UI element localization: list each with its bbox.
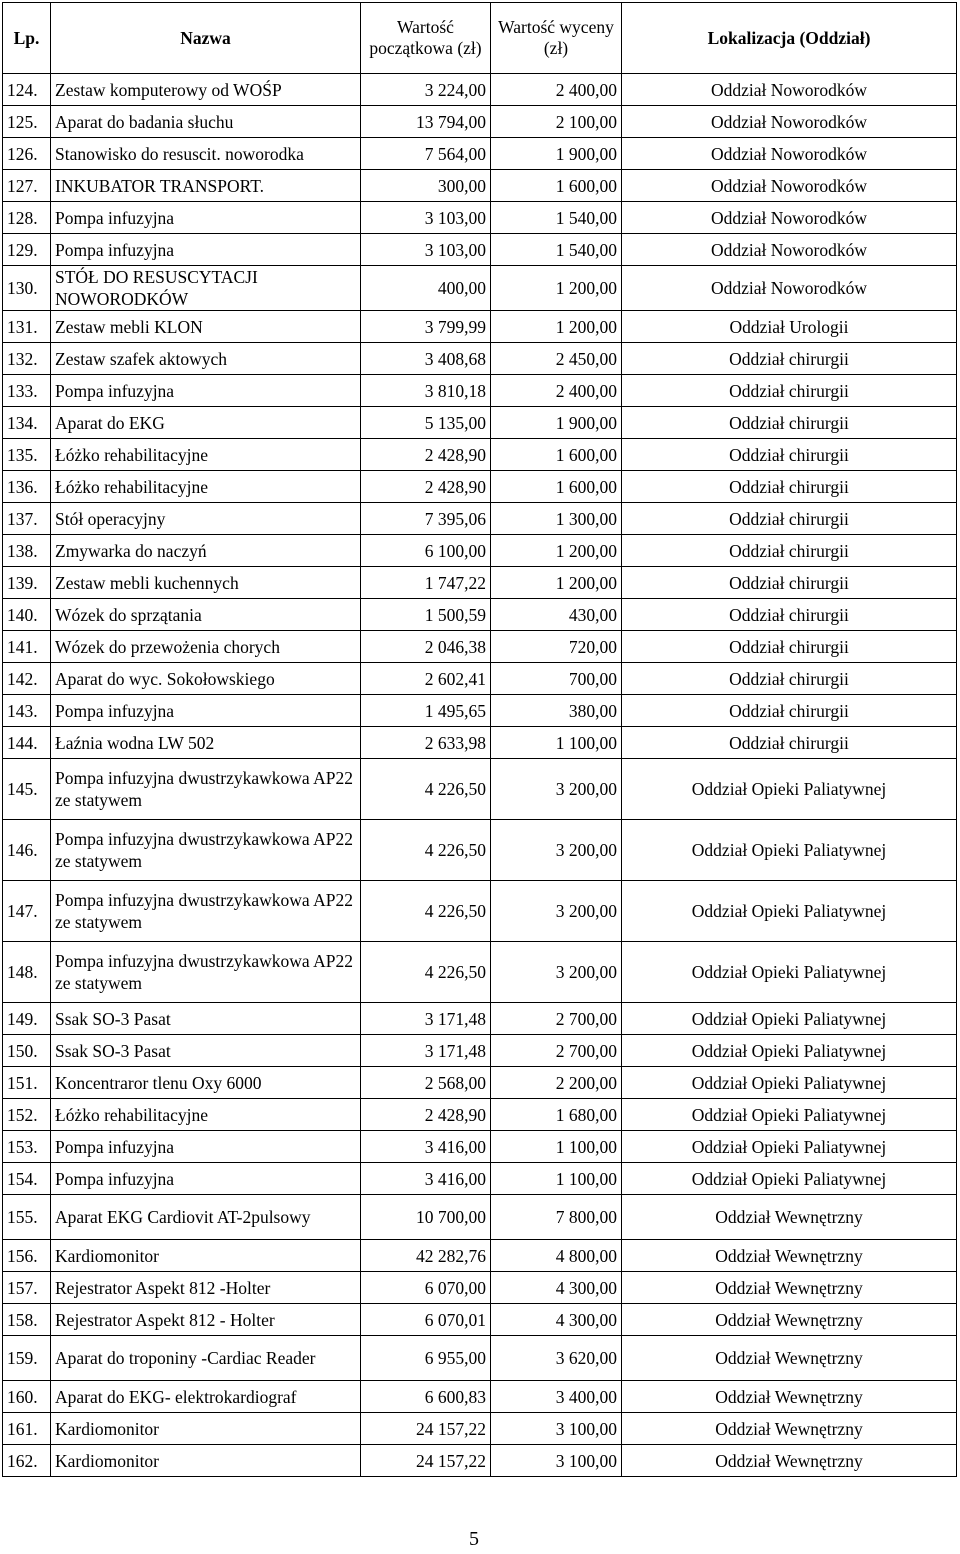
cell-name: Stanowisko do resuscit. noworodka xyxy=(51,138,361,170)
table-row xyxy=(3,1413,957,1445)
cell-location: Oddział Noworodków xyxy=(622,74,957,106)
cell-location: Oddział Wewnętrzny xyxy=(622,1413,957,1445)
cell-lp: 124. xyxy=(3,74,51,106)
cell-lp: 129. xyxy=(3,234,51,266)
header-initial-value: Wartość początkowa (zł) xyxy=(361,3,491,74)
cell-initial-value: 3 171,48 xyxy=(361,1035,491,1067)
table-row xyxy=(3,202,957,234)
cell-name: Pompa infuzyjna xyxy=(51,1131,361,1163)
cell-name: Zmywarka do naczyń xyxy=(51,535,361,567)
cell-initial-value: 2 428,90 xyxy=(361,1099,491,1131)
cell-valuation: 3 400,00 xyxy=(491,1381,622,1413)
table-row xyxy=(3,266,957,311)
cell-initial-value: 3 799,99 xyxy=(361,311,491,343)
cell-location: Oddział Opieki Paliatywnej xyxy=(622,1163,957,1195)
cell-lp: 126. xyxy=(3,138,51,170)
cell-valuation: 1 680,00 xyxy=(491,1099,622,1131)
cell-lp: 157. xyxy=(3,1272,51,1304)
cell-name: Łóżko rehabilitacyjne xyxy=(51,1099,361,1131)
cell-valuation: 4 300,00 xyxy=(491,1304,622,1336)
cell-initial-value: 3 408,68 xyxy=(361,343,491,375)
cell-valuation: 380,00 xyxy=(491,695,622,727)
cell-location: Oddział chirurgii xyxy=(622,695,957,727)
cell-lp: 160. xyxy=(3,1381,51,1413)
cell-location: Oddział Wewnętrzny xyxy=(622,1381,957,1413)
cell-valuation: 1 600,00 xyxy=(491,439,622,471)
cell-initial-value: 400,00 xyxy=(361,266,491,311)
cell-name: Łaźnia wodna LW 502 xyxy=(51,727,361,759)
cell-name: Wózek do sprzątania xyxy=(51,599,361,631)
table-row xyxy=(3,881,957,942)
cell-valuation: 2 700,00 xyxy=(491,1003,622,1035)
cell-lp: 136. xyxy=(3,471,51,503)
cell-valuation: 1 600,00 xyxy=(491,170,622,202)
cell-lp: 138. xyxy=(3,535,51,567)
cell-lp: 142. xyxy=(3,663,51,695)
table-row xyxy=(3,375,957,407)
cell-initial-value: 2 428,90 xyxy=(361,439,491,471)
cell-name: INKUBATOR TRANSPORT. xyxy=(51,170,361,202)
cell-name: Pompa infuzyjna dwustrzykawkowa AP22 ze statywem xyxy=(51,942,361,1003)
cell-location: Oddział chirurgii xyxy=(622,471,957,503)
table-row xyxy=(3,407,957,439)
table-row xyxy=(3,311,957,343)
cell-name: Kardiomonitor xyxy=(51,1445,361,1477)
cell-lp: 143. xyxy=(3,695,51,727)
cell-valuation: 1 900,00 xyxy=(491,138,622,170)
cell-valuation: 3 200,00 xyxy=(491,759,622,820)
cell-lp: 141. xyxy=(3,631,51,663)
cell-name: Ssak SO-3 Pasat xyxy=(51,1035,361,1067)
cell-initial-value: 1 500,59 xyxy=(361,599,491,631)
cell-initial-value: 2 568,00 xyxy=(361,1067,491,1099)
cell-lp: 153. xyxy=(3,1131,51,1163)
cell-location: Oddział chirurgii xyxy=(622,599,957,631)
cell-initial-value: 1 495,65 xyxy=(361,695,491,727)
table-row xyxy=(3,567,957,599)
table-row xyxy=(3,1003,957,1035)
cell-initial-value: 5 135,00 xyxy=(361,407,491,439)
table-row xyxy=(3,234,957,266)
cell-lp: 145. xyxy=(3,759,51,820)
table-row xyxy=(3,106,957,138)
cell-location: Oddział Opieki Paliatywnej xyxy=(622,1131,957,1163)
cell-initial-value: 24 157,22 xyxy=(361,1445,491,1477)
cell-valuation: 3 620,00 xyxy=(491,1336,622,1381)
cell-name: Pompa infuzyjna xyxy=(51,234,361,266)
cell-name: Aparat EKG Cardiovit AT-2pulsowy xyxy=(51,1195,361,1240)
cell-name: Pompa infuzyjna xyxy=(51,1163,361,1195)
cell-initial-value: 3 810,18 xyxy=(361,375,491,407)
header-name: Nazwa xyxy=(51,3,361,74)
cell-initial-value: 42 282,76 xyxy=(361,1240,491,1272)
cell-initial-value: 4 226,50 xyxy=(361,942,491,1003)
cell-lp: 134. xyxy=(3,407,51,439)
cell-location: Oddział chirurgii xyxy=(622,407,957,439)
cell-valuation: 1 100,00 xyxy=(491,727,622,759)
inventory-table xyxy=(2,2,957,1477)
cell-name: Aparat do badania słuchu xyxy=(51,106,361,138)
table-row xyxy=(3,942,957,1003)
cell-valuation: 2 700,00 xyxy=(491,1035,622,1067)
table-row xyxy=(3,631,957,663)
cell-location: Oddział chirurgii xyxy=(622,375,957,407)
cell-location: Oddział Wewnętrzny xyxy=(622,1336,957,1381)
cell-name: Zestaw komputerowy od WOŚP xyxy=(51,74,361,106)
cell-valuation: 1 200,00 xyxy=(491,266,622,311)
cell-initial-value: 3 416,00 xyxy=(361,1163,491,1195)
table-row xyxy=(3,820,957,881)
cell-name: Aparat do troponiny -Cardiac Reader xyxy=(51,1336,361,1381)
table-row xyxy=(3,663,957,695)
cell-name: Zestaw mebli kuchennych xyxy=(51,567,361,599)
cell-name: Zestaw mebli KLON xyxy=(51,311,361,343)
cell-initial-value: 7 564,00 xyxy=(361,138,491,170)
cell-lp: 159. xyxy=(3,1336,51,1381)
cell-location: Oddział Opieki Paliatywnej xyxy=(622,1099,957,1131)
table-row xyxy=(3,727,957,759)
cell-initial-value: 10 700,00 xyxy=(361,1195,491,1240)
cell-name: Stół operacyjny xyxy=(51,503,361,535)
cell-initial-value: 6 070,01 xyxy=(361,1304,491,1336)
cell-name: Aparat do wyc. Sokołowskiego xyxy=(51,663,361,695)
table-row xyxy=(3,1163,957,1195)
cell-lp: 156. xyxy=(3,1240,51,1272)
table-row xyxy=(3,759,957,820)
cell-name: Pompa infuzyjna dwustrzykawkowa AP22 ze statywem xyxy=(51,881,361,942)
cell-name: Łóżko rehabilitacyjne xyxy=(51,439,361,471)
cell-name: Zestaw szafek aktowych xyxy=(51,343,361,375)
cell-initial-value: 6 600,83 xyxy=(361,1381,491,1413)
cell-location: Oddział Opieki Paliatywnej xyxy=(622,942,957,1003)
cell-lp: 155. xyxy=(3,1195,51,1240)
cell-valuation: 430,00 xyxy=(491,599,622,631)
table-row xyxy=(3,1131,957,1163)
cell-initial-value: 3 416,00 xyxy=(361,1131,491,1163)
cell-location: Oddział Urologii xyxy=(622,311,957,343)
cell-name: Ssak SO-3 Pasat xyxy=(51,1003,361,1035)
cell-lp: 158. xyxy=(3,1304,51,1336)
cell-valuation: 1 600,00 xyxy=(491,471,622,503)
cell-lp: 140. xyxy=(3,599,51,631)
cell-valuation: 4 800,00 xyxy=(491,1240,622,1272)
cell-location: Oddział Wewnętrzny xyxy=(622,1304,957,1336)
cell-initial-value: 3 103,00 xyxy=(361,234,491,266)
cell-location: Oddział Wewnętrzny xyxy=(622,1272,957,1304)
cell-location: Oddział chirurgii xyxy=(622,343,957,375)
cell-location: Oddział chirurgii xyxy=(622,439,957,471)
cell-location: Oddział Wewnętrzny xyxy=(622,1195,957,1240)
table-row xyxy=(3,138,957,170)
cell-location: Oddział Wewnętrzny xyxy=(622,1240,957,1272)
cell-valuation: 3 200,00 xyxy=(491,942,622,1003)
cell-name: Pompa infuzyjna dwustrzykawkowa AP22 ze statywem xyxy=(51,759,361,820)
cell-initial-value: 7 395,06 xyxy=(361,503,491,535)
cell-valuation: 7 800,00 xyxy=(491,1195,622,1240)
cell-valuation: 1 200,00 xyxy=(491,535,622,567)
cell-initial-value: 3 103,00 xyxy=(361,202,491,234)
cell-initial-value: 2 046,38 xyxy=(361,631,491,663)
cell-valuation: 700,00 xyxy=(491,663,622,695)
table-row xyxy=(3,1240,957,1272)
cell-initial-value: 6 955,00 xyxy=(361,1336,491,1381)
cell-location: Oddział chirurgii xyxy=(622,567,957,599)
cell-name: Pompa infuzyjna xyxy=(51,695,361,727)
cell-lp: 149. xyxy=(3,1003,51,1035)
table-body xyxy=(3,74,957,1477)
cell-name: STÓŁ DO RESUSCYTACJI NOWORODKÓW xyxy=(51,266,361,311)
cell-valuation: 2 400,00 xyxy=(491,375,622,407)
cell-location: Oddział Opieki Paliatywnej xyxy=(622,1035,957,1067)
cell-name: Wózek do przewożenia chorych xyxy=(51,631,361,663)
table-row xyxy=(3,170,957,202)
cell-lp: 137. xyxy=(3,503,51,535)
table-row xyxy=(3,1099,957,1131)
cell-location: Oddział Wewnętrzny xyxy=(622,1445,957,1477)
table-row xyxy=(3,74,957,106)
cell-valuation: 1 900,00 xyxy=(491,407,622,439)
cell-initial-value: 6 070,00 xyxy=(361,1272,491,1304)
cell-lp: 147. xyxy=(3,881,51,942)
cell-valuation: 2 450,00 xyxy=(491,343,622,375)
cell-initial-value: 2 602,41 xyxy=(361,663,491,695)
cell-location: Oddział chirurgii xyxy=(622,503,957,535)
cell-initial-value: 2 428,90 xyxy=(361,471,491,503)
cell-lp: 144. xyxy=(3,727,51,759)
cell-valuation: 3 100,00 xyxy=(491,1413,622,1445)
cell-lp: 162. xyxy=(3,1445,51,1477)
table-row xyxy=(3,1336,957,1381)
cell-location: Oddział Noworodków xyxy=(622,106,957,138)
cell-name: Łóżko rehabilitacyjne xyxy=(51,471,361,503)
cell-initial-value: 2 633,98 xyxy=(361,727,491,759)
cell-location: Oddział chirurgii xyxy=(622,631,957,663)
header-lp: Lp. xyxy=(3,3,51,74)
cell-lp: 131. xyxy=(3,311,51,343)
cell-name: Aparat do EKG xyxy=(51,407,361,439)
cell-location: Oddział Opieki Paliatywnej xyxy=(622,1003,957,1035)
cell-valuation: 3 200,00 xyxy=(491,820,622,881)
header-valuation: Wartość wyceny (zł) xyxy=(491,3,622,74)
table-row xyxy=(3,695,957,727)
cell-lp: 146. xyxy=(3,820,51,881)
cell-valuation: 1 200,00 xyxy=(491,567,622,599)
cell-lp: 132. xyxy=(3,343,51,375)
table-row xyxy=(3,1445,957,1477)
cell-valuation: 1 100,00 xyxy=(491,1131,622,1163)
cell-valuation: 1 300,00 xyxy=(491,503,622,535)
table-row xyxy=(3,1304,957,1336)
table-row xyxy=(3,599,957,631)
table-row xyxy=(3,471,957,503)
cell-initial-value: 300,00 xyxy=(361,170,491,202)
table-row xyxy=(3,1035,957,1067)
cell-valuation: 3 200,00 xyxy=(491,881,622,942)
cell-location: Oddział Noworodków xyxy=(622,202,957,234)
cell-location: Oddział Opieki Paliatywnej xyxy=(622,1067,957,1099)
header-row xyxy=(3,3,957,74)
cell-location: Oddział Opieki Paliatywnej xyxy=(622,820,957,881)
table-row xyxy=(3,1195,957,1240)
table-row xyxy=(3,1067,957,1099)
table-row xyxy=(3,535,957,567)
cell-location: Oddział chirurgii xyxy=(622,727,957,759)
table-row xyxy=(3,343,957,375)
cell-location: Oddział chirurgii xyxy=(622,663,957,695)
cell-initial-value: 3 171,48 xyxy=(361,1003,491,1035)
cell-valuation: 1 540,00 xyxy=(491,234,622,266)
cell-name: Koncentraror tlenu Oxy 6000 xyxy=(51,1067,361,1099)
cell-lp: 161. xyxy=(3,1413,51,1445)
cell-initial-value: 4 226,50 xyxy=(361,881,491,942)
cell-name: Pompa infuzyjna dwustrzykawkowa AP22 ze statywem xyxy=(51,820,361,881)
cell-location: Oddział Noworodków xyxy=(622,170,957,202)
cell-name: Aparat do EKG- elektrokardiograf xyxy=(51,1381,361,1413)
cell-lp: 130. xyxy=(3,266,51,311)
cell-location: Oddział Noworodków xyxy=(622,138,957,170)
cell-initial-value: 24 157,22 xyxy=(361,1413,491,1445)
cell-initial-value: 3 224,00 xyxy=(361,74,491,106)
cell-lp: 152. xyxy=(3,1099,51,1131)
cell-initial-value: 13 794,00 xyxy=(361,106,491,138)
cell-location: Oddział Noworodków xyxy=(622,266,957,311)
cell-valuation: 1 200,00 xyxy=(491,311,622,343)
cell-initial-value: 4 226,50 xyxy=(361,759,491,820)
table-row xyxy=(3,1272,957,1304)
cell-location: Oddział Opieki Paliatywnej xyxy=(622,881,957,942)
cell-name: Kardiomonitor xyxy=(51,1413,361,1445)
cell-lp: 128. xyxy=(3,202,51,234)
table-row xyxy=(3,1381,957,1413)
cell-valuation: 2 100,00 xyxy=(491,106,622,138)
cell-initial-value: 6 100,00 xyxy=(361,535,491,567)
cell-name: Rejestrator Aspekt 812 -Holter xyxy=(51,1272,361,1304)
cell-valuation: 2 200,00 xyxy=(491,1067,622,1099)
cell-valuation: 4 300,00 xyxy=(491,1272,622,1304)
cell-name: Pompa infuzyjna xyxy=(51,202,361,234)
table-row xyxy=(3,503,957,535)
cell-lp: 133. xyxy=(3,375,51,407)
cell-location: Oddział Noworodków xyxy=(622,234,957,266)
cell-lp: 148. xyxy=(3,942,51,1003)
cell-initial-value: 1 747,22 xyxy=(361,567,491,599)
cell-name: Rejestrator Aspekt 812 - Holter xyxy=(51,1304,361,1336)
page-number: 5 xyxy=(469,1528,479,1550)
cell-location: Oddział chirurgii xyxy=(622,535,957,567)
cell-lp: 127. xyxy=(3,170,51,202)
cell-valuation: 1 540,00 xyxy=(491,202,622,234)
header-location: Lokalizacja (Oddział) xyxy=(622,3,957,74)
cell-valuation: 2 400,00 xyxy=(491,74,622,106)
cell-lp: 139. xyxy=(3,567,51,599)
cell-lp: 150. xyxy=(3,1035,51,1067)
cell-location: Oddział Opieki Paliatywnej xyxy=(622,759,957,820)
cell-lp: 125. xyxy=(3,106,51,138)
cell-valuation: 720,00 xyxy=(491,631,622,663)
table-row xyxy=(3,439,957,471)
cell-valuation: 3 100,00 xyxy=(491,1445,622,1477)
cell-valuation: 1 100,00 xyxy=(491,1163,622,1195)
cell-lp: 154. xyxy=(3,1163,51,1195)
cell-initial-value: 4 226,50 xyxy=(361,820,491,881)
cell-lp: 135. xyxy=(3,439,51,471)
cell-lp: 151. xyxy=(3,1067,51,1099)
cell-name: Pompa infuzyjna xyxy=(51,375,361,407)
cell-name: Kardiomonitor xyxy=(51,1240,361,1272)
